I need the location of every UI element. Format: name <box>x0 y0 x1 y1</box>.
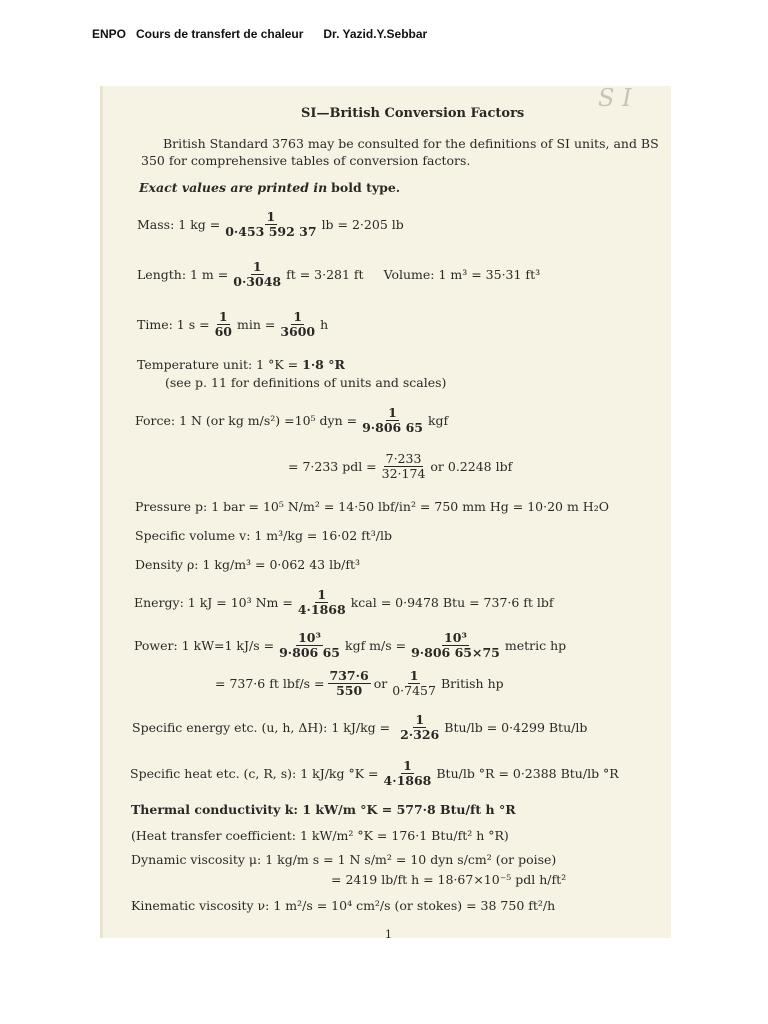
page-number: 1 <box>385 928 392 941</box>
power-num-1: 10³ <box>298 630 321 645</box>
energy-label: Energy: 1 kJ = 10³ Nm = <box>134 595 293 610</box>
power-num-2: 10³ <box>444 630 467 645</box>
intro-line-2: 350 for comprehensive tables of conversion factors. <box>141 153 471 168</box>
length-rest: ft = 3·281 ft <box>286 267 364 282</box>
pressure-line: Pressure p: 1 bar = 10⁵ N/m² = 14·50 lbf/in² = 750 mm Hg = 10·20 m H₂O <box>135 499 609 514</box>
force-fraction-2 <box>380 452 428 481</box>
power-den-2: 9·806 65×75 <box>411 645 500 660</box>
energy-num: 1 <box>317 587 327 602</box>
time-label: Time: 1 s = <box>137 317 210 332</box>
specific-heat-line <box>130 759 619 788</box>
power-den-4: 0·7457 <box>392 683 436 698</box>
power-line2-pre: = 737·6 ft lbf/s = <box>215 676 325 691</box>
power-label: Power: 1 kW=1 kJ/s = <box>134 638 275 653</box>
force-label: Force: 1 N (or kg m/s²) =10⁵ dyn = <box>135 413 358 428</box>
energy-den: 4·1868 <box>297 602 346 617</box>
page-title: SI—British Conversion Factors <box>301 106 525 121</box>
force-fraction <box>360 406 425 435</box>
power-line2-rest: British hp <box>440 676 504 691</box>
power-mid: kgf m/s = <box>345 638 407 653</box>
mass-den: 0·453 592 37 <box>225 224 317 239</box>
specific-heat-fraction <box>382 759 434 788</box>
specific-energy-label: Specific energy etc. (u, h, ΔH): 1 kJ/kg = <box>132 720 391 735</box>
volume-text: Volume: 1 m³ = 35·31 ft³ <box>383 267 541 282</box>
power-num-3: 737·6 <box>329 668 369 683</box>
power-fraction-4 <box>390 669 438 698</box>
dynamic-viscosity-line-2: = 2419 lb/ft h = 18·67×10⁻⁵ pdl h/ft² <box>331 872 567 887</box>
exact-values-note <box>139 180 400 195</box>
specific-energy-rest: Btu/lb = 0·4299 Btu/lb <box>444 720 588 735</box>
specific-energy-num: 1 <box>415 712 425 727</box>
specific-energy-den: 2·326 <box>400 727 440 742</box>
mass-num: 1 <box>266 209 276 224</box>
force-line2-pre: = 7·233 pdl = <box>288 459 377 474</box>
specific-heat-den: 4·1868 <box>383 773 432 788</box>
time-line <box>137 310 328 339</box>
specific-volume-line: Specific volume v: 1 m³/kg = 16·02 ft³/lb <box>135 528 393 543</box>
heat-transfer-line: (Heat transfer coefficient: 1 kW/m² °K = 176·1 Btu/ft² h °R) <box>131 828 509 843</box>
power-fraction-1 <box>277 631 342 660</box>
length-num: 1 <box>252 259 262 274</box>
mass-fraction <box>223 210 318 239</box>
power-fraction-3 <box>328 669 371 698</box>
temperature-note: (see p. 11 for definitions of units and scales) <box>165 375 447 390</box>
specific-energy-line <box>132 713 587 742</box>
length-line <box>137 260 540 289</box>
time-rest: h <box>320 317 329 332</box>
force-num-2: 7·233 <box>385 451 422 466</box>
force-den-2: 32·174 <box>381 466 426 481</box>
mass-line <box>137 210 404 239</box>
energy-fraction <box>296 588 348 617</box>
force-num: 1 <box>388 405 397 420</box>
force-line-2 <box>288 452 512 481</box>
scanned-page <box>100 84 671 941</box>
document-header: ENPO Cours de transfert de chaleur Dr. Yazid.Y.Sebbar <box>92 27 428 41</box>
bold-type-text: bold type. <box>331 180 401 195</box>
power-den-1: 9·806 65 <box>279 645 340 660</box>
power-den-3: 550 <box>336 683 363 698</box>
force-line2-rest: or 0.2248 lbf <box>430 459 513 474</box>
mass-rest: lb = 2·205 lb <box>321 217 404 232</box>
specific-heat-rest: Btu/lb °R = 0·2388 Btu/lb °R <box>436 766 619 781</box>
power-fraction-2 <box>409 631 502 660</box>
time-num-1: 1 <box>218 309 228 324</box>
power-rest: metric hp <box>504 638 567 653</box>
power-line-1 <box>134 631 566 660</box>
kinematic-viscosity-line: Kinematic viscosity ν: 1 m²/s = 10⁴ cm²/s (or stokes) = 38 750 ft²/h <box>131 898 556 913</box>
length-fraction <box>231 260 283 289</box>
temperature-value: 1·8 °R <box>302 357 345 372</box>
temperature-label: Temperature unit: 1 °K = <box>137 357 299 372</box>
time-mid: min = <box>236 317 276 332</box>
length-label: Length: 1 m = <box>137 267 229 282</box>
specific-heat-label: Specific heat etc. (c, R, s): 1 kJ/kg °K = <box>130 766 379 781</box>
energy-line <box>134 588 554 617</box>
margin-note: S I <box>598 84 632 112</box>
time-den-2: 3600 <box>280 324 316 339</box>
power-num-4: 1 <box>409 668 419 683</box>
temperature-line <box>137 357 345 372</box>
force-rest: kgf <box>427 413 449 428</box>
force-den: 9·806 65 <box>362 420 423 435</box>
mass-label: Mass: 1 kg = <box>137 217 221 232</box>
power-line-2 <box>215 669 504 698</box>
exact-note-text: Exact values are printed in <box>139 180 328 195</box>
force-line-1 <box>135 406 448 435</box>
specific-heat-num: 1 <box>403 758 412 773</box>
intro-line-1: British Standard 3763 may be consulted for the definitions of SI units, and BS <box>163 136 659 151</box>
thermal-conductivity-line: Thermal conductivity k: 1 kW/m °K = 577·8 Btu/ft h °R <box>131 802 516 817</box>
length-den: 0·3048 <box>233 274 282 289</box>
power-or: or <box>373 676 388 691</box>
energy-rest: kcal = 0·9478 Btu = 737·6 ft lbf <box>350 595 554 610</box>
time-fraction-1 <box>213 310 234 339</box>
time-num-2: 1 <box>293 309 303 324</box>
specific-energy-fraction <box>398 713 441 742</box>
time-fraction-2 <box>278 310 317 339</box>
time-den-1: 60 <box>214 324 232 339</box>
density-line: Density ρ: 1 kg/m³ = 0·062 43 lb/ft³ <box>135 557 360 572</box>
dynamic-viscosity-line-1: Dynamic viscosity μ: 1 kg/m s = 1 N s/m² = 10 dyn s/cm² (or poise) <box>131 852 557 867</box>
